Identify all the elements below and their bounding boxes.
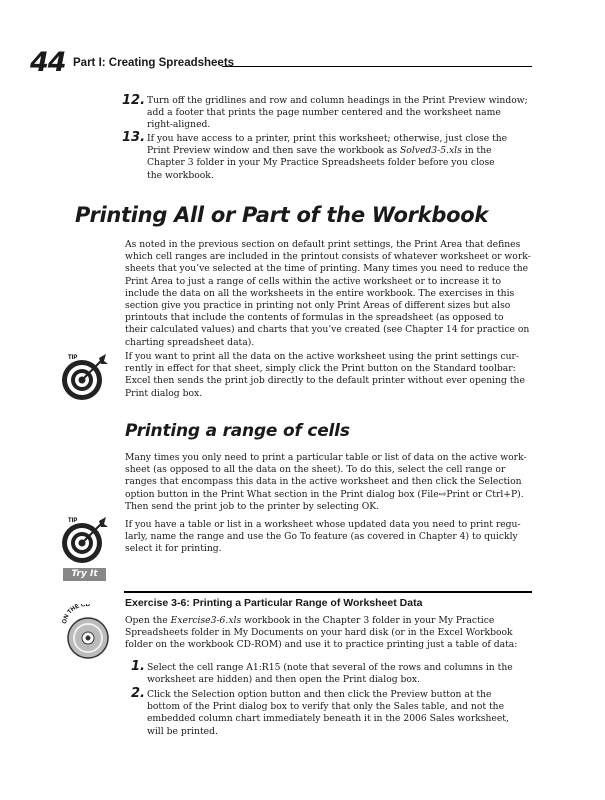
page-number: 44 (30, 47, 66, 78)
tip-icon-label: TIP (68, 518, 78, 524)
text-line: charting spreadsheet data). (125, 336, 255, 348)
step-number: 2. (131, 686, 145, 701)
text-line: Excel then sends the print job directly to the default printer without ever opening the (125, 375, 525, 387)
text-line: include the data on all the worksheets in the entire workbook. The exercises in this (125, 287, 515, 299)
text-line: their calculated values) and charts that you’ve created (see Chapter 14 for practice on (125, 324, 530, 336)
text-line: section give you practice in printing not only Print Areas of different sizes but also (125, 300, 511, 312)
text-line: Print dialog box. (125, 387, 203, 399)
tip-icon (58, 350, 112, 404)
try-it-badge: Try It (63, 568, 106, 581)
step-number: 12. (122, 93, 146, 108)
text-line: If you have access to a printer, print this worksheet; otherwise, just close the (147, 133, 508, 144)
subsection-heading: Printing a range of cells (125, 421, 350, 441)
cd-icon (60, 604, 112, 660)
text-line: bottom of the Print dialog box to verify that only the Sales table, and not the (147, 701, 505, 713)
cd-icon-label-path: ON THE CD (61, 604, 91, 625)
text-line: If you have a table or list in a worksheet whose updated data you need to print regu- (125, 519, 521, 530)
section-paragraph (125, 452, 527, 513)
text-line: Spreadsheets folder in My Documents on your hard disk (or in the Excel Workbook (125, 627, 513, 639)
header-rule (222, 66, 532, 67)
text-line: If you want to print all the data on the active worksheet using the print settings cur- (125, 351, 520, 362)
part-title: Part I: Creating Spreadsheets (73, 57, 235, 69)
text-line: sheets that you’ve selected at the time of printing. Many times you need to reduce the (125, 263, 529, 275)
text-line: Open the Exercise3-6.xls workbook in the Chapter 3 folder in your My Practice (125, 615, 495, 626)
text-line: Turn off the gridlines and row and column headings in the Print Preview window; (147, 95, 528, 106)
text-line: Click the Selection option button and then click the Preview button at the (147, 689, 492, 700)
text-line: Then send the print job to the printer by selecting OK. (125, 500, 380, 512)
text-line: rently in effect for that sheet, simply click the Print button on the Standard toolbar: (125, 363, 516, 375)
text-line: Many times you only need to print a particular table or list of data on the active work- (125, 452, 527, 463)
step-number: 13. (122, 130, 146, 145)
text-line: Chapter 3 folder in your My Practice Spreadsheets folder before you close (147, 157, 495, 169)
text-line: Print Preview window and then save the workbook as Solved3-5.xls in the (147, 145, 492, 157)
text-line: folder on the workbook CD-ROM) and use it to practice printing just a table of data: (125, 639, 518, 651)
tip-icon-label: TIP (68, 355, 78, 361)
text-line: sheet (as opposed to all the data on the sheet). To do this, select the cell range or (125, 464, 506, 476)
text-line: Select the cell range A1:R15 (note that several of the rows and columns in the (147, 662, 513, 673)
text-line: the workbook. (147, 169, 214, 181)
tip-text (125, 351, 525, 400)
text-line: Print Area to just a range of cells within the active worksheet or to increase it to (125, 275, 502, 287)
step-text (147, 689, 509, 738)
text-line: right-aligned. (147, 119, 211, 131)
text-line: As noted in the previous section on default print settings, the Print Area that defines (125, 239, 521, 250)
step-text (147, 95, 528, 132)
text-line: worksheet are hidden) and then open the Print dialog box. (147, 674, 421, 686)
text-line: option button in the Print What section in the Print dialog box (File⇨Print or Ctrl+P). (125, 488, 524, 500)
exercise-title: Exercise 3-6: Printing a Particular Range of Worksheet Data (125, 597, 423, 609)
section-paragraph (125, 239, 531, 349)
step-number: 1. (131, 659, 145, 674)
text-line: will be printed. (147, 725, 218, 737)
text-line: ranges that encompass this data in the active worksheet and then click the Selection (125, 476, 522, 488)
text-line: larly, name the range and use the Go To feature (as covered in Chapter 4) to quickly (125, 531, 518, 543)
section-heading: Printing All or Part of the Workbook (75, 203, 488, 227)
exercise-intro (125, 615, 517, 652)
text-line: which cell ranges are included in the printout consists of whatever worksheet or work- (125, 251, 531, 263)
text-line: printouts that include the contents of formulas in the spreadsheet (as opposed to (125, 312, 504, 324)
text-line: embedded column chart immediately beneath it in the 2006 Sales worksheet, (147, 713, 509, 725)
step-text (147, 133, 507, 182)
text-line: select it for printing. (125, 543, 222, 555)
tip-text (125, 519, 521, 556)
text-line: add a footer that prints the page number centered and the worksheet name (147, 107, 501, 119)
tip-icon (58, 513, 112, 567)
step-text (147, 662, 513, 686)
exercise-rule (124, 591, 532, 593)
